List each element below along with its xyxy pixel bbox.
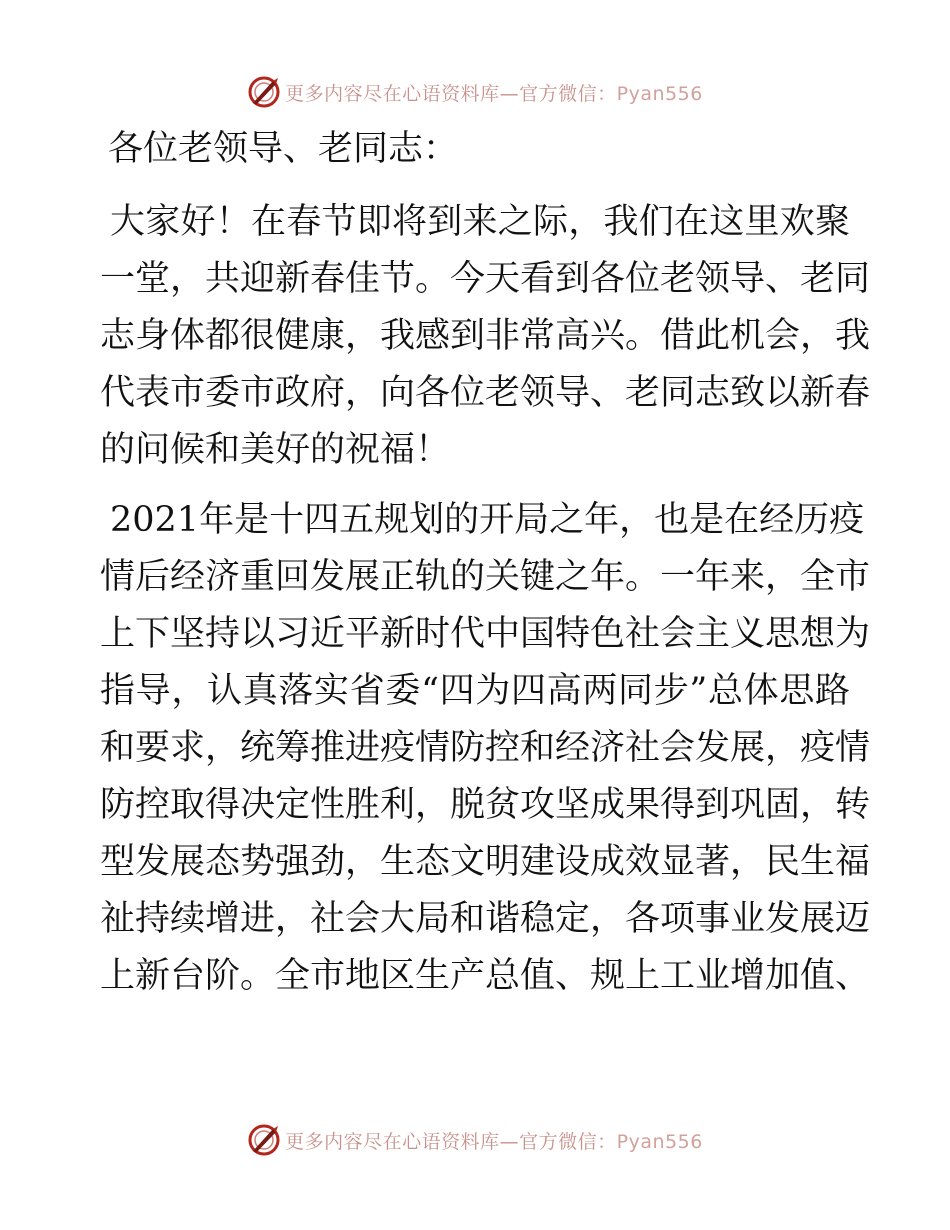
footer-watermark: [0, 1122, 950, 1158]
text-line: 上新台阶。全市地区生产总值、规上工业增加值、: [100, 956, 871, 996]
text-line: 防控取得决定性胜利，脱贫攻坚成果得到巩固，转: [100, 785, 871, 825]
quill-logo-icon: [247, 75, 281, 109]
text-line: 2021年是十四五规划的开局之年，也是在经历疫: [110, 500, 865, 540]
watermark-text: 更多内容尽在心语资料库—官方微信：Pyan556: [285, 82, 703, 105]
text-line: 情后经济重回发展正轨的关键之年。一年来，全市: [100, 557, 871, 597]
wechat-id: Pyan556: [616, 1130, 703, 1153]
text-line: 志身体都很健康，我感到非常高兴。借此机会，我: [100, 316, 871, 356]
header-watermark: [0, 74, 950, 110]
text-line: 型发展态势强劲，生态文明建设成效显著，民生福: [100, 842, 871, 882]
salutation: 各位老领导、老同志：: [108, 129, 459, 169]
wechat-id: Pyan556: [616, 82, 703, 105]
text-line: 一堂，共迎新春佳节。今天看到各位老领导、老同: [100, 259, 871, 299]
text-line: 代表市委市政府，向各位老领导、老同志致以新春: [100, 373, 871, 413]
text-line: 上下坚持以习近平新时代中国特色社会主义思想为: [100, 614, 871, 654]
text-line: 大家好！在春节即将到来之际，我们在这里欢聚: [110, 202, 850, 242]
text-line: 的问候和美好的祝福！: [100, 430, 451, 470]
text-line: 和要求，统筹推进疫情防控和经济社会发展，疫情: [100, 728, 871, 768]
text-line: 指导，认真落实省委“四为四高两同步”总体思路: [100, 671, 850, 711]
paragraph-review: [100, 492, 871, 1005]
quill-logo-icon: [247, 1123, 281, 1157]
watermark-text: 更多内容尽在心语资料库—官方微信：Pyan556: [285, 1130, 703, 1153]
text-line: 祉持续增进，社会大局和谐稳定，各项事业发展迈: [100, 899, 871, 939]
paragraph-greeting: [100, 194, 871, 479]
